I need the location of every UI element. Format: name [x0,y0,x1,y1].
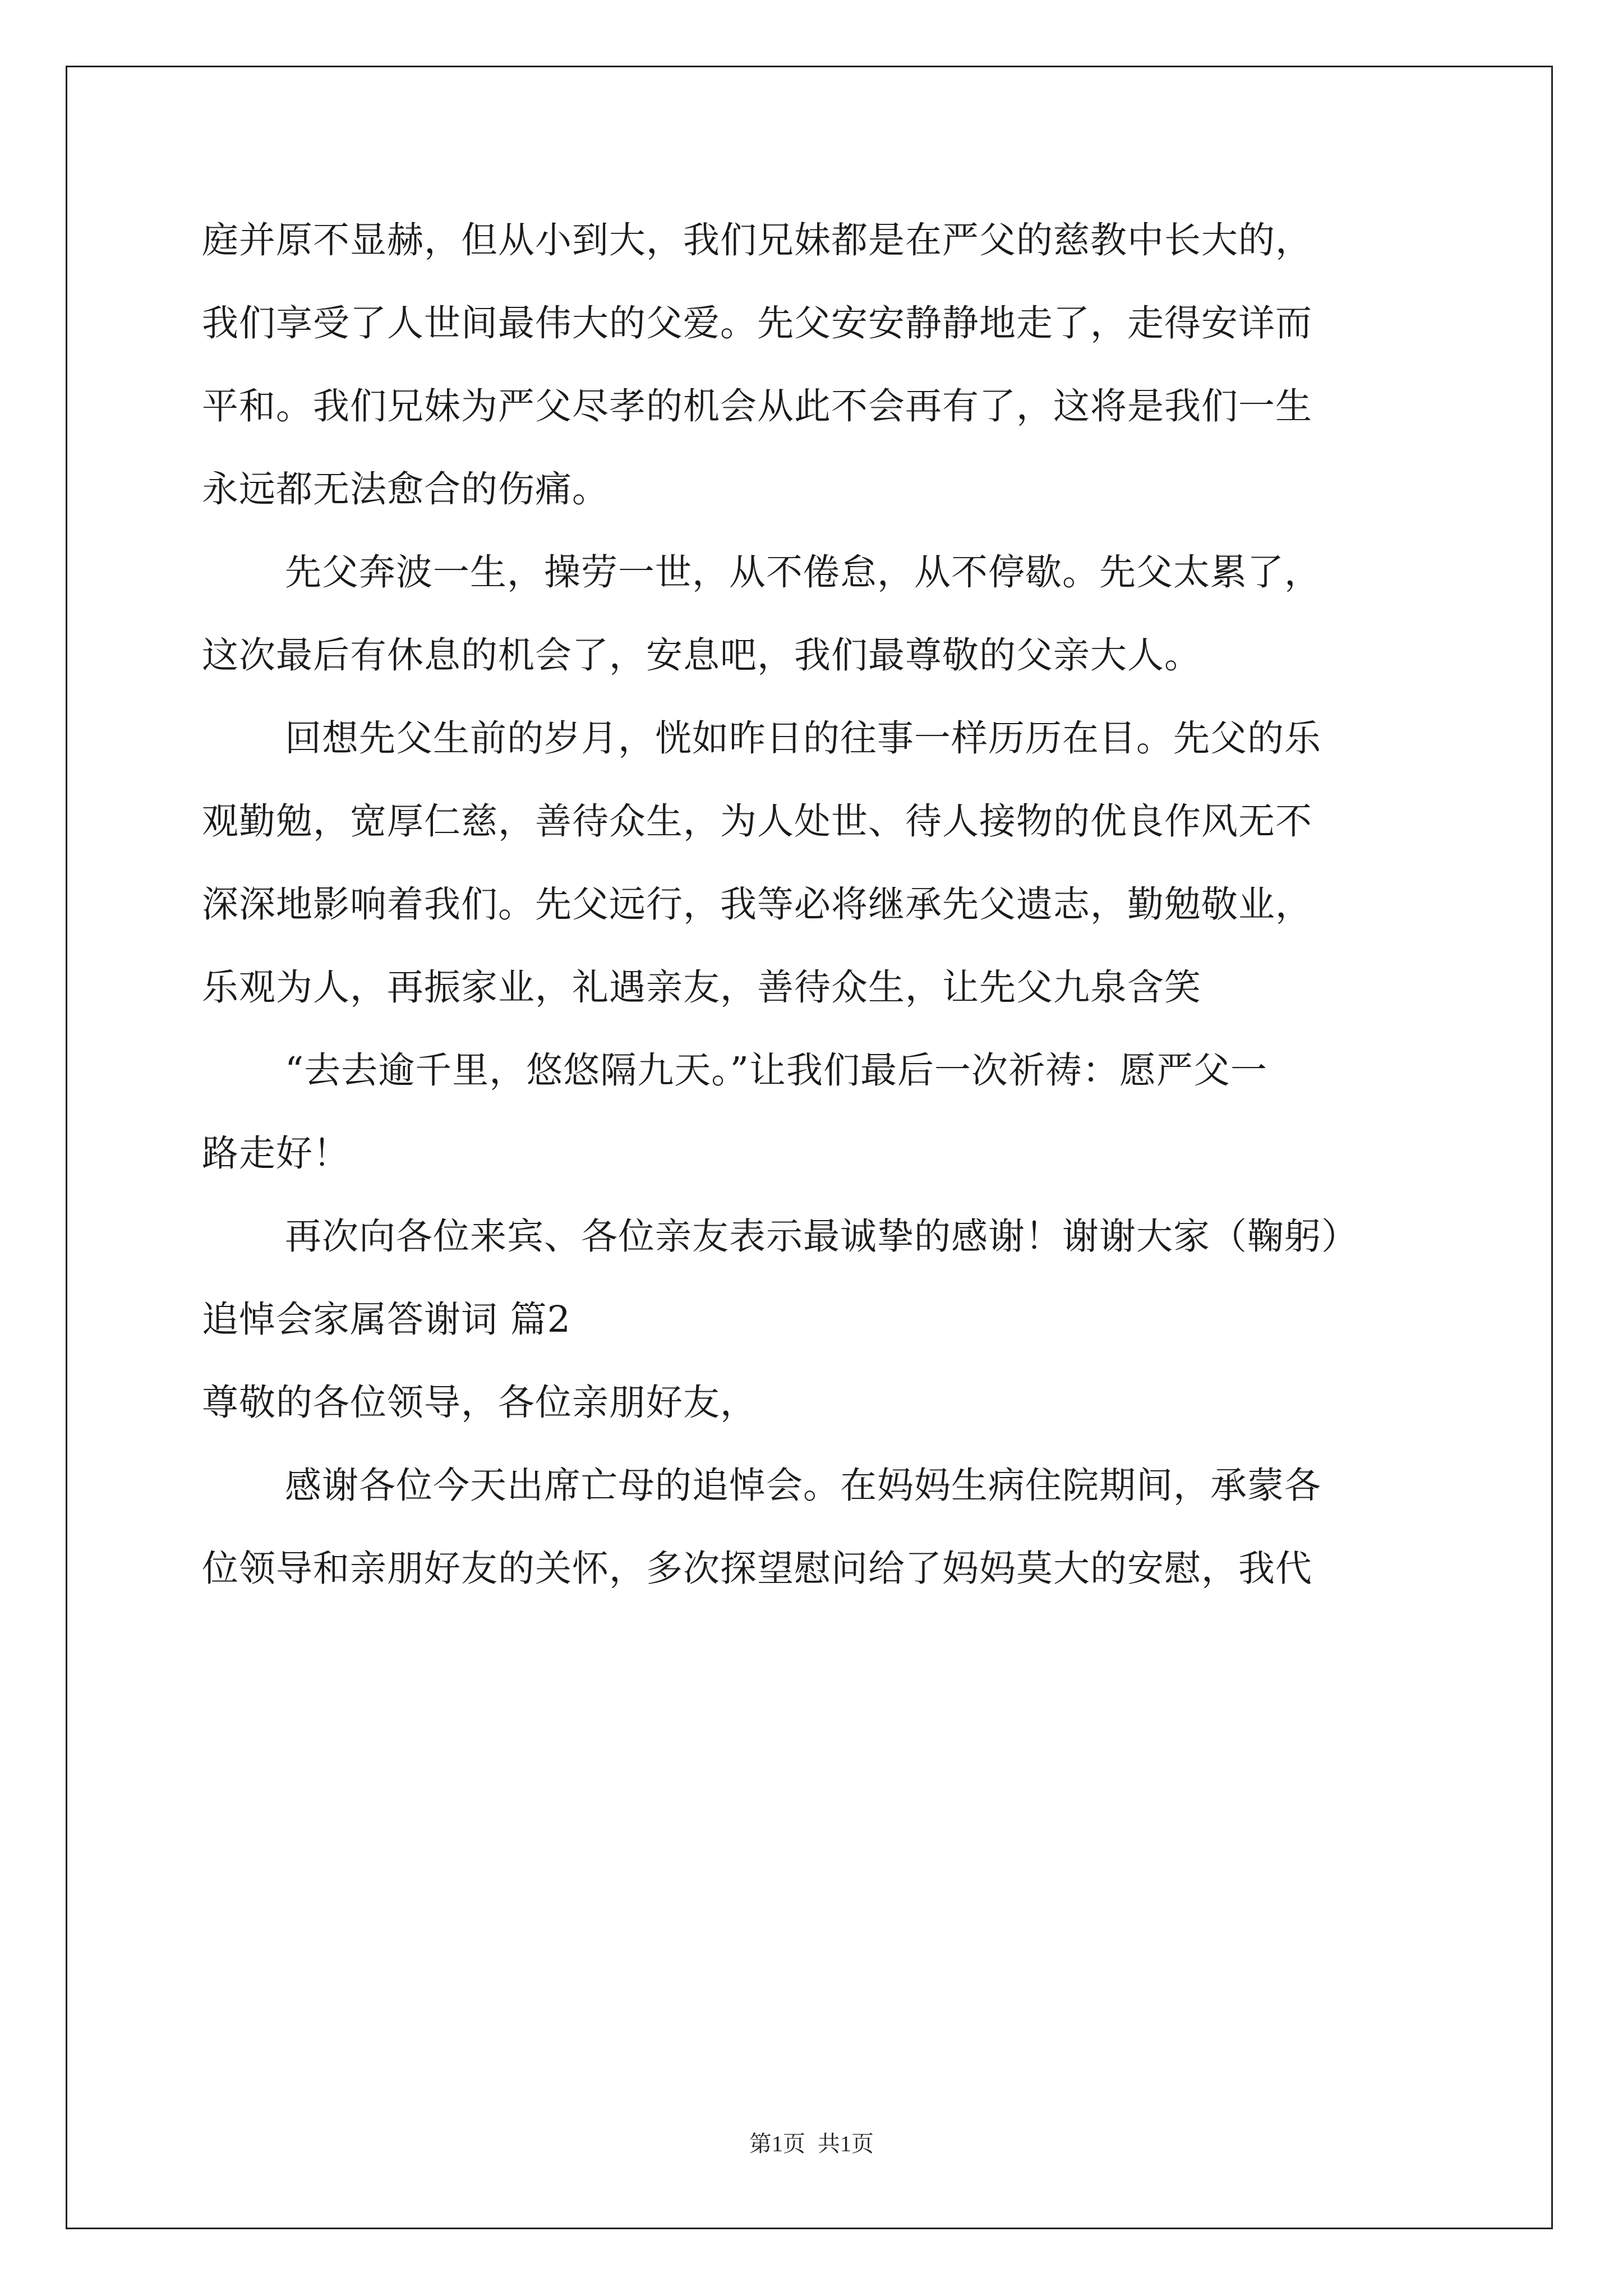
page-total: 共1页 [818,2131,874,2156]
text-line: 永远都无法愈合的伤痛。 [202,468,610,510]
text-line: 我们享受了人世间最伟大的父爱。先父安安静静地走了，走得安详而 [202,302,1313,344]
salutation: 尊敬的各位领导，各位亲朋好友， [202,1382,758,1424]
page-footer [0,2126,1623,2158]
text-line: 观勤勉，宽厚仁慈，善待众生，为人处世、待人接物的优良作风无不 [202,800,1313,843]
section-heading: 追悼会家属答谢词 篇2 [202,1299,571,1341]
text-line: 深深地影响着我们。先父远行，我等必将继承先父遗志，勤勉敬业， [202,884,1313,926]
text-line: 感谢各位今天出席亡母的追悼会。在妈妈生病住院期间，承蒙各 [285,1465,1322,1507]
text-line: 这次最后有休息的机会了，安息吧，我们最尊敬的父亲大人。 [202,634,1202,677]
text-line: “去去逾千里，悠悠隔九天。”让我们最后一次祈祷：愿严父一 [285,1050,1267,1092]
text-line: 再次向各位来宾、各位亲友表示最诚挚的感谢！谢谢大家（鞠躬） [285,1216,1359,1258]
text-line: 位领导和亲朋好友的关怀，多次探望慰问给了妈妈莫大的安慰，我代 [202,1548,1313,1590]
text-line: 路走好！ [202,1133,351,1175]
document-body [202,199,1464,1611]
text-line: 平和。我们兄妹为严父尽孝的机会从此不会再有了，这将是我们一生 [202,385,1313,427]
text-line: 回想先父生前的岁月，恍如昨日的往事一样历历在目。先父的乐 [285,717,1322,760]
text-line: 先父奔波一生，操劳一世，从不倦怠，从不停歇。先父太累了， [285,551,1322,593]
text-line: 庭并原不显赫，但从小到大，我们兄妹都是在严父的慈教中长大的， [202,219,1313,261]
page-number: 第1页 [749,2131,805,2156]
text-line: 乐观为人，再振家业，礼遇亲友，善待众生，让先父九泉含笑 [202,967,1202,1009]
